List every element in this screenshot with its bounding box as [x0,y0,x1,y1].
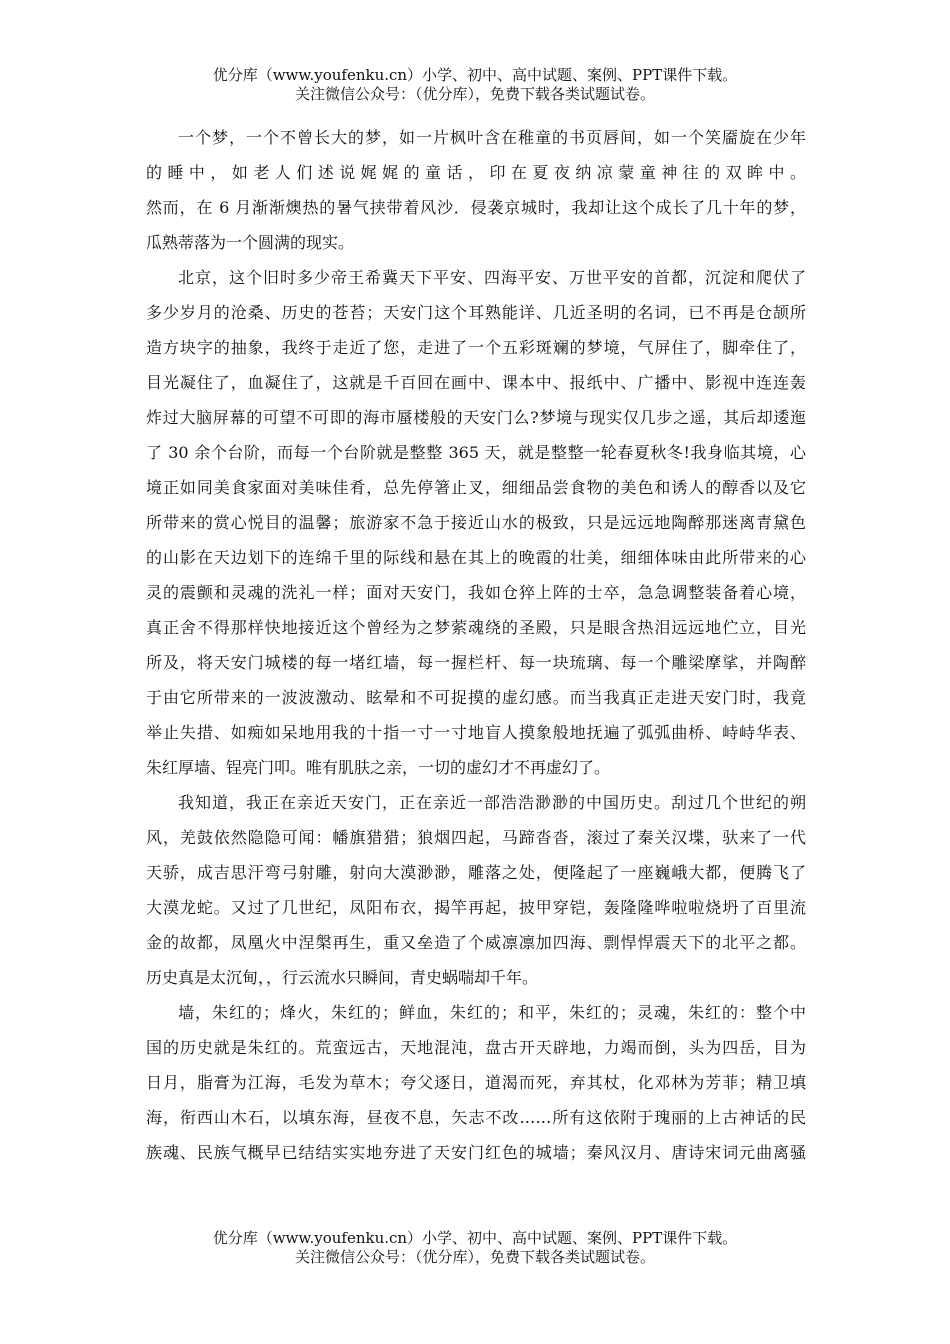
page-header [0,66,950,104]
header-line-2: 关注微信公众号：（优分库），免费下载各类试题试卷。 [294,85,655,103]
text-line: 然而，在 6 月渐渐燠热的暑气挟带着风沙．侵袭京城时，我却让这个成长了几十年的梦， [146,198,806,217]
text-line: 境正如同美食家面对美味佳肴，总先停箸止叉，细细品尝食物的美色和诱人的醇香以及它 [146,478,806,497]
text-line: 风，羌鼓依然隐隐可闻：幡旗猎猎；狼烟四起，马蹄沓沓，滚过了秦关汉堞，驮来了一代 [146,828,806,847]
footer-line-1: 优分库（www.youfenku.cn）小学、初中、高中试题、案例、PPT课件下载。 [212,1229,738,1247]
text-line: 瓜熟蒂落为一个圆满的现实。 [146,233,355,252]
text-line: 海，衔西山木石，以填东海，昼夜不息，矢志不改……所有这依附于瑰丽的上古神话的民 [146,1108,806,1127]
text-line: 所及，将天安门城楼的每一堵红墙，每一握栏杆、每一块琉璃、每一个雕梁摩挲，并陶醉 [146,653,806,672]
text-line: 天骄，成吉思汗弯弓射雕，射向大漠渺渺，雕落之处，便隆起了一座巍峨大都，便腾飞了 [146,863,806,882]
page-footer [0,1229,950,1267]
essay-body [146,120,806,1170]
text-line: 我知道，我正在亲近天安门，正在亲近一部浩浩渺渺的中国历史。刮过几个世纪的朔 [178,793,806,812]
text-line: 大漠龙蛇。又过了几世纪，凤阳布衣，揭竿再起，披甲穿铠，轰隆隆哗啦啦烧坍了百里流 [146,898,806,917]
text-line: 金的故都，凤凰火中涅槃再生，重又垒造了个威凛凛加四海、剽悍悍震天下的北平之都。 [146,933,806,952]
text-line: 真正舍不得那样快地接近这个曾经为之梦萦魂绕的圣殿，只是眼含热泪远远地伫立，目光 [146,618,806,637]
text-line: 一个梦，一个不曾长大的梦，如一片枫叶含在稚童的书页唇间，如一个笑靥旋在少年 [178,128,806,147]
text-line: 了 30 余个台阶，而每一个台阶就是整整 365 天，就是整整一轮春夏秋冬!我身临其境，心 [146,443,806,462]
text-line: 的山影在天边划下的连绵千里的际线和悬在其上的晚霞的壮美，细细体味由此所带来的心 [146,548,806,567]
text-line: 朱红厚墙、锃亮门叩。唯有肌肤之亲，一切的虚幻才不再虚幻了。 [146,758,611,777]
text-line: 的睡中，如老人们述说娓娓的童话，印在夏夜纳凉蒙童神往的双眸中。 [146,163,806,182]
text-line: 炸过大脑屏幕的可望不可即的海市蜃楼般的天安门么?梦境与现实仅几步之遥，其后却逶迤 [146,408,806,427]
text-line: 目光凝住了，血凝住了，这就是千百回在画中、课本中、报纸中、广播中、影视中连连轰 [146,373,806,392]
text-line: 日月，脂膏为江海，毛发为草木；夸父逐日，道渴而死，弃其杖，化邓林为芳菲；精卫填 [146,1073,806,1092]
header-line-1: 优分库（www.youfenku.cn）小学、初中、高中试题、案例、PPT课件下载。 [212,66,738,84]
text-line: 所带来的赏心悦目的温馨；旅游家不急于接近山水的极致，只是远远地陶醉那迷离青黛色 [146,513,806,532]
text-line: 多少岁月的沧桑、历史的苍苔；天安门这个耳熟能详、几近圣明的名词，已不再是仓颉所 [146,303,806,322]
text-line: 北京，这个旧时多少帝王希冀天下平安、四海平安、万世平安的首都，沉淀和爬伏了 [178,268,806,287]
text-line: 国的历史就是朱红的。荒蛮远古，天地混沌，盘古开天辟地，力竭而倒，头为四岳，目为 [146,1038,806,1057]
footer-line-2: 关注微信公众号：（优分库），免费下载各类试题试卷。 [294,1248,655,1266]
text-line: 灵的震颤和灵魂的洗礼一样；面对天安门，我如仓猝上阵的士卒，急急调整装备着心境， [146,583,806,602]
text-line: 墙，朱红的；烽火，朱红的；鲜血，朱红的；和平，朱红的；灵魂，朱红的：整个中 [178,1003,806,1022]
text-line: 举止失措、如痴如呆地用我的十指一寸一寸地盲人摸象般地抚遍了弧弧曲桥、峙峙华表、 [146,723,806,742]
text-line: 造方块字的抽象，我终于走近了您，走进了一个五彩斑斓的梦境，气屏住了，脚牵住了， [146,338,806,357]
text-line: 于由它所带来的一波波激动、眩晕和不可捉摸的虚幻感。而当我真正走进天安门时，我竟 [146,688,806,707]
text-line: 历史真是太沉甸，，行云流水只瞬间，青史蜗喘却千年。 [146,968,539,987]
text-line: 族魂、民族气概早已结结实实地夯进了天安门红色的城墙；秦风汉月、唐诗宋词元曲离骚 [146,1143,806,1162]
